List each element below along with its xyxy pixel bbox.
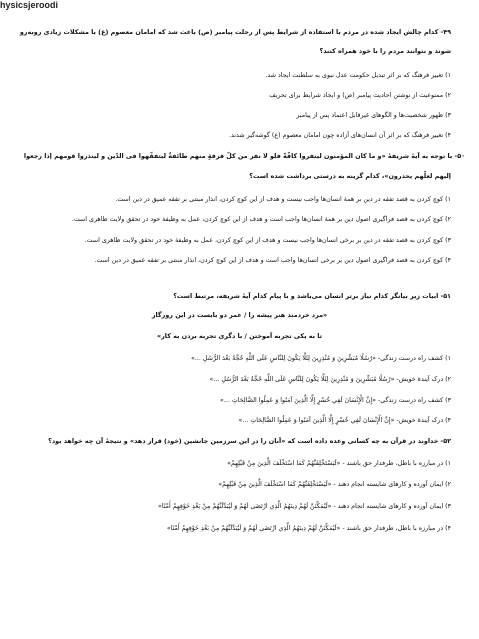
question-49-option-2[interactable]: ۲) ممنوعیت از نوشتن احادیث پیامبر (ص) و ایجاد شرایط برای تحریف bbox=[269, 92, 451, 99]
channel-watermark: hysicsjeroodi bbox=[0, 0, 59, 10]
question-52-option-4[interactable]: ۴) در مبارزه با باطل، طرفدار حق باشند - «لَيُمَكِّنَنَّ لَهُمْ دِينَهُمُ الَّذِي ارْتَضَى لَهُمْ وَ لَيُبَدِّلَنَّهُمْ مِنْ بَعْدِ خَوْفِهِمْ أَمْنًا» bbox=[166, 525, 451, 532]
question-51-option-1[interactable]: ۱) کشف راه درست زندگی- «رُسُلًا مُبَشِّرِينَ وَ مُنْذِرِينَ لِئَلَّا يَكُونَ لِلنَّاسِ عَلَى اللَّهِ حُجَّةٌ بَعْدَ الرُّسُلِ ...» bbox=[191, 355, 451, 362]
question-50-line2: إلیهم لعلّهم یحذرون»، کدام گزینه به درستی برداشت شده است؟ bbox=[249, 172, 451, 180]
question-50-option-4[interactable]: ۴) کوچ کردن به قصد فراگیری اصول دین بر برخی انسان‌ها واجب است و هدف از این کوچ کردن، انذار مبتنی بر تفقه عمیق در دین است. bbox=[94, 257, 451, 264]
question-51-line1: ۵۱- ابیات زیر بیانگر کدام نیاز برتر انسان می‌باشد و با پیام کدام آیهٔ شریفه، مرتبط است؟ bbox=[173, 292, 451, 300]
question-49-option-4[interactable]: ۴) تغییر فرهنگ که بر اثر آن انسان‌های آزاده چون امامان معصوم (ع) گوشه‌گیر شدند. bbox=[228, 132, 451, 139]
question-52-option-3[interactable]: ۳) ایمان آورده و کارهای شایسته انجام دهند - «لَيُمَكِّنَنَّ لَهُمْ دِينَهُمُ الَّذِي ارْتَضَى لَهُمْ وَ لَيُبَدِّلَنَّهُمْ مِنْ بَعْدِ خَوْفِهِمْ أَمْنًا» bbox=[158, 503, 451, 510]
question-49-option-3[interactable]: ۳) ظهور شخصیت‌ها و الگوهای غیرقابل اعتماد پس از پیامبر bbox=[296, 112, 451, 119]
question-50-line1: ۵۰- با توجه به آیهٔ شریفهٔ «و ما کان المؤمنون لینفروا کافّةً فلو لا نفر من کلّ فرقةٍ منهم طائفةٌ لیتفقّهوا فی الدّین و لینذروا قومهم إذا رجعوا bbox=[23, 152, 465, 160]
question-52-option-1[interactable]: ۱) در مبارزه با باطل، طرفدار حق باشند - «لَيَسْتَخْلِفَنَّهُمْ كَمَا اسْتَخْلَفَ الَّذِينَ مِنْ قَبْلِهِمْ» bbox=[227, 460, 451, 467]
question-49-line2: شوند و نتوانند مردم را با خود همراه کنند؟ bbox=[319, 47, 451, 55]
question-50-option-2[interactable]: ۲) کوچ کردن به قصد فراگیری اصول دین بر همهٔ انسان‌ها واجب است و هدف از این کوچ کردن، عمل به وظیفهٔ خود در تحقق ولایت ظاهری است. bbox=[71, 216, 451, 223]
question-51-verse-2: تا به یکی تجربه آموختن / با دگری تجربه بردن به کار» bbox=[156, 332, 323, 340]
question-49-line1: ۴۹- کدام چالش ایجاد شده در مردم با استفاده از شرایط پس از رحلت پیامبر (ص) باعث شد که امامان معصوم (ع) با مشکلات زیادی روبه‌رو bbox=[19, 28, 451, 36]
question-51-option-3[interactable]: ۳) کشف راه درست زندگی- «إِنَّ الْإِنْسَانَ لَفِي خُسْرٍ إِلَّا الَّذِينَ آمَنُوا وَ عَمِلُوا الصَّالِحَاتِ ...» bbox=[220, 397, 451, 404]
question-50-option-3[interactable]: ۳) کوچ کردن به قصد تفقه در دین بر برخی انسان‌ها واجب نیست و هدف از این کوچ کردن، عمل به وظیفهٔ خود در تحقق ولایت ظاهری است. bbox=[84, 237, 451, 244]
question-51-option-2[interactable]: ۲) درک آیندهٔ خویش- «رُسُلًا مُبَشِّرِينَ وَ مُنْذِرِينَ لِئَلَّا يَكُونَ لِلنَّاسِ عَلَى اللَّهِ حُجَّةٌ بَعْدَ الرُّسُلِ ...» bbox=[209, 376, 451, 383]
question-52-option-2[interactable]: ۲) ایمان آورده و کارهای شایسته انجام دهند - «لَيَسْتَخْلِفَنَّهُمْ كَمَا اسْتَخْلَفَ الَّذِينَ مِنْ قَبْلِهِمْ» bbox=[218, 481, 451, 488]
question-49-option-1[interactable]: ۱) تغییر فرهنگ که بر اثر تبدیل حکومت عدل نبوی به سلطنت ایجاد شد. bbox=[265, 72, 451, 79]
question-51-option-4[interactable]: ۴) درک آیندهٔ خویش- «إِنَّ الْإِنْسَانَ لَفِي خُسْرٍ إِلَّا الَّذِينَ آمَنُوا وَ عَمِلُوا الصَّالِحَاتِ ...» bbox=[238, 417, 451, 424]
question-51-verse-1: «مرد خردمند هنر پیشه را / عمر دو بایست در این روزگار bbox=[151, 311, 328, 319]
question-52-line1: ۵۲- خداوند در قرآن به چه کسانی وعده داده است که «آنان را در این سرزمین جانشین (خود) قرار دهد» و نتیجهٔ آن چه خواهد بود؟ bbox=[48, 437, 451, 445]
question-50-option-1[interactable]: ۱) کوچ کردن به قصد تفقه در دین بر همهٔ انسان‌ها واجب نیست و هدف از این کوچ کردن، انذار مبتنی بر تفقه عمیق در دین است. bbox=[115, 196, 451, 203]
